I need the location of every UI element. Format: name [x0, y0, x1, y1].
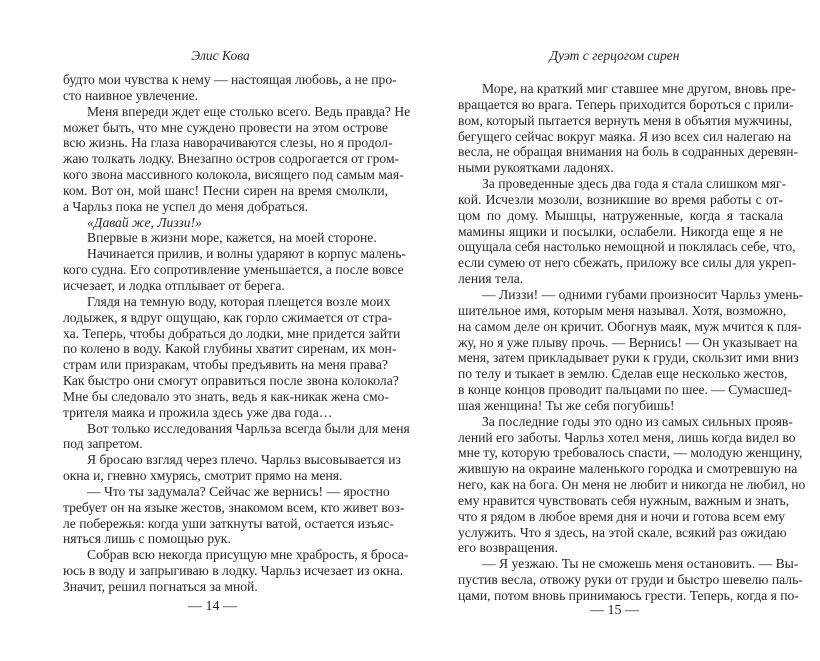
text-line: Значит, решил погнаться за мной.	[63, 579, 258, 594]
text-line: жившую на окраине маленького городка и смотревшую на	[458, 461, 798, 477]
paragraph	[458, 176, 797, 287]
text-line: если сумею от него сбежать, приложу все силы для укреп-	[458, 255, 797, 271]
text-line: услужить. Что я здесь, на этой скале, всякий раз ожидаю	[458, 524, 787, 540]
text-line: кого судна. Его сопротивление уменьшается, а после вовсе	[63, 262, 404, 278]
text-line: цами, потом вновь принимаюсь грести. Теперь, когда я по-	[458, 588, 799, 603]
text-line: няться лишь с помощью рук.	[63, 531, 231, 547]
text-line: весла, не обращая внимания на боль в содранных деревян-	[458, 144, 799, 160]
text-line: Собрав всю некогда присущую мне храбрость, я броса-	[87, 547, 409, 563]
text-line: ощущала себя настолько немощной и поклялась себе, что,	[458, 239, 796, 255]
text-line: шительное имя, которым меня называл. Хотя, возможно,	[458, 302, 787, 318]
text-line: кого звона массивного колокола, висящего под самым мая-	[63, 167, 404, 183]
text-line: вом, который пытается вернуть меня в объятия мужчины,	[458, 112, 793, 128]
text-line: а Чарльз пока не успел до меня добраться.	[63, 198, 309, 214]
text-line: кой. Исчезли мозоли, возникшие во время работы с от-	[458, 191, 783, 207]
text-line: — Я уезжаю. Ты не сможешь меня остановить. — Вы-	[482, 556, 799, 572]
text-line: что я рядом в любое время дня и ночи и готова всем ему	[458, 508, 786, 524]
text-line: — Лиззи! — одними губами произносит Чарльз умень-	[482, 286, 804, 302]
text-line: жаю толкать лодку. Внезапно остров содрогается от гром-	[63, 151, 400, 167]
page-number-right: — 15 —	[590, 603, 639, 618]
text-line: лений его заботы. Чарльз хотел меня, лишь когда видел во	[458, 429, 796, 445]
running-header-title: Дуэт с герцогом сирен	[549, 48, 680, 63]
text-line: юсь в воду и запрыгиваю в лодку. Чарльз исчезает из окна.	[63, 563, 404, 579]
text-line: ха. Теперь, чтобы добраться до лодки, мне придется зайти	[63, 325, 401, 341]
text-line: ными рукоятками ладонях.	[458, 160, 614, 176]
text-line: Впервые в жизни море, кажется, на моей стороне.	[87, 230, 377, 246]
text-line: пустив весла, отвожу руки от груди и быстро шевелю паль-	[458, 572, 803, 588]
running-header-author: Элис Кова	[191, 48, 250, 63]
text-line: трителя маяка и прожила здесь уже два года…	[63, 404, 333, 420]
text-line: лодыжек, я вдруг ощущаю, как горло сжимается от стра-	[63, 309, 393, 325]
text-line: — Что ты задумала? Сейчас же вернись! — яростно	[87, 483, 390, 499]
text-line: окна и, гневно хмурясь, смотрит прямо на меня.	[63, 468, 343, 484]
text-line: мне ту, которую требовалось спасти, — молодую женщину,	[458, 445, 803, 461]
text-line: ком. Вот он, мой шанс! Песни сирен на время смолкли,	[63, 182, 388, 198]
paragraph	[63, 547, 409, 595]
right-page-body	[458, 81, 806, 604]
text-line: Мне бы следовало это знать, ведь я как-никак жена смо-	[63, 388, 389, 404]
paragraph	[63, 72, 397, 104]
text-line: ления тела.	[458, 271, 524, 287]
text-line: по телу и тыкает в землю. Сделав еще несколько жестов,	[458, 366, 788, 382]
paragraph	[458, 556, 803, 604]
text-line: Море, на краткий миг ставшее мне другом, вновь пре-	[482, 81, 796, 96]
text-line: в конце концов проводит пальцами по шее. — Сумасшед-	[458, 382, 792, 398]
paragraph	[458, 413, 806, 557]
text-line: ему нравится чувствовать себя нужным, важным и знать,	[458, 492, 790, 508]
paragraph	[63, 246, 406, 294]
page-number-left: — 14 —	[188, 599, 237, 614]
text-line: под запретом.	[63, 436, 143, 452]
text-line: него, как на бога. Он меня не любит и никогда не любил, но	[458, 477, 806, 493]
text-line: вращается во врага. Теперь приходится бороться с прили-	[458, 96, 794, 112]
text-line: будто мои чувства к нему — настоящая любовь, а не про-	[63, 72, 397, 87]
text-line: меня, затем прикладывает руки к груди, скользит ими вниз	[458, 350, 799, 366]
text-line: исчезает, и лодка отплывает от берега.	[63, 277, 285, 293]
text-line: «Давай же, Лиззи!»	[87, 214, 202, 230]
text-line: цом по дому. Мышцы, натруженные, когда я таскала	[458, 207, 783, 223]
text-line: Начинается прилив, и волны ударяют в корпус малень-	[87, 246, 406, 262]
text-line: шая женщина! Ты же себя погубишь!	[458, 397, 675, 413]
text-line: Как быстро они смогут оправиться после звона колокола?	[63, 373, 399, 389]
text-line: сто наивное увлечение.	[63, 87, 199, 103]
text-line: на самом деле он кричит. Обогнув маяк, муж мчится к пля-	[458, 318, 802, 334]
paragraph	[63, 452, 401, 484]
paragraph	[63, 230, 388, 246]
text-line: ле побережья: когда уши заткнуты ватой, остается изъяс-	[63, 515, 394, 531]
paragraph	[63, 483, 405, 547]
text-line: мамины ящики и посылки, ослабели. Никогда еще я не	[458, 223, 783, 239]
text-line: Меня впереди ждет еще столько всего. Ведь правда? Не	[87, 103, 411, 119]
paragraph	[63, 103, 411, 215]
paragraph	[63, 215, 388, 231]
text-line: может быть, что мне суждено провести на этом острове	[63, 119, 388, 135]
text-line: Я бросаю взгляд через плечо. Чарльз высовывается из	[87, 452, 401, 468]
text-line: За последние годы это одно из самых сильных прояв-	[482, 413, 793, 429]
text-line: его возвращения.	[458, 540, 558, 556]
text-line: Глядя на темную воду, которая плещется возле моих	[87, 293, 391, 309]
paragraph	[458, 286, 804, 414]
text-line: требует он на языке жестов, знакомом всем, кто живет воз-	[63, 499, 405, 515]
left-page-body	[63, 72, 411, 595]
text-line: по колено в воду. Какой глубины хватит сиренам, их мон-	[63, 341, 397, 357]
paragraph	[63, 420, 410, 453]
text-line: жу, но я уже плыву прочь. — Вернись! — Он указывает на	[458, 334, 798, 350]
paragraph	[63, 293, 401, 421]
text-line: Вот только исследования Чарльза всегда были для меня	[87, 420, 410, 436]
paragraph	[458, 81, 799, 176]
text-line: страм или призракам, чтобы предъявить на меня права?	[63, 357, 388, 373]
text-line: За проведенные здесь два года я стала слишком мяг-	[482, 176, 787, 192]
text-line: всю жизнь. На глаза наворачиваются слезы, но я продол-	[63, 135, 393, 151]
text-line: бегущего сейчас вокруг маяка. Я изо всех сил налегаю на	[458, 128, 792, 144]
